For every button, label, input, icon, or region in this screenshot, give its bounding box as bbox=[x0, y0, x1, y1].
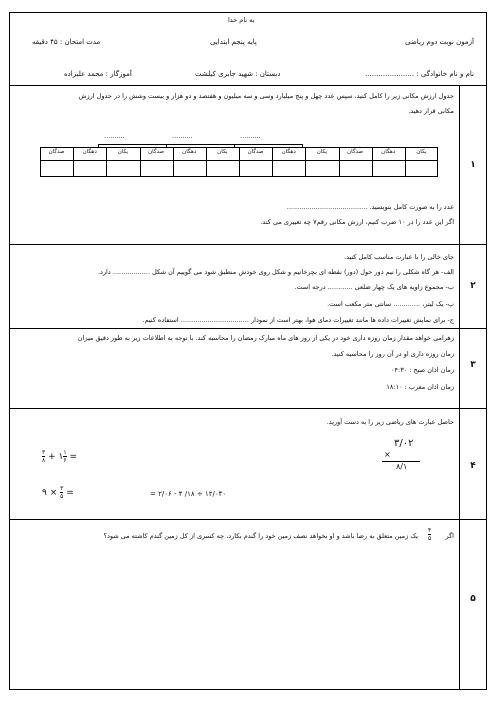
fraction-mul: $\frac{۳}{۵}$ bbox=[60, 485, 64, 500]
vertical-mul-top: ۳/۰۲ bbox=[394, 438, 414, 449]
q1-instruction-cont: مکانی قرار دهید. bbox=[408, 107, 454, 115]
school-name: دبستان : شهید جابری کیلشت bbox=[195, 70, 281, 78]
place-value-divider bbox=[272, 147, 273, 177]
place-value-header: یکان bbox=[217, 149, 228, 155]
place-value-divider bbox=[305, 147, 306, 177]
place-value-divider bbox=[140, 147, 141, 177]
q3-fajr-time: زمان اذان صبح : ۰۴:۳۰ bbox=[391, 366, 454, 374]
place-value-cell[interactable] bbox=[239, 159, 272, 177]
header-divider bbox=[9, 85, 487, 86]
place-value-cell[interactable] bbox=[405, 159, 438, 177]
grade-label: پایه پنجم ابتدایی bbox=[210, 38, 257, 46]
place-value-cell[interactable] bbox=[173, 159, 206, 177]
row-divider-1 bbox=[9, 244, 487, 245]
class-blank[interactable]: .......... bbox=[172, 132, 193, 140]
fraction-right: $\frac{۱}{۶}$ bbox=[63, 449, 67, 464]
teacher-name: آموزگار : محمد علیزاده bbox=[64, 70, 132, 78]
place-value-divider bbox=[372, 147, 373, 177]
q2-item-a: الف- هر گاه شکلی را نیم دور حول (دور) نقطه ای بچرخانیم و شکل روی خودش منطبق شود می گوییم آن شکل .................. دارد. bbox=[97, 268, 454, 276]
place-value-header: دهگان bbox=[82, 149, 97, 155]
place-value-cell[interactable] bbox=[73, 159, 106, 177]
place-value-header: صدگان bbox=[148, 149, 165, 155]
bismillah: به نام خدا bbox=[228, 16, 255, 24]
place-value-header: دهگان bbox=[281, 149, 296, 155]
class-blank[interactable]: .......... bbox=[104, 132, 125, 140]
q3-text-line2: زمان روزه داری او در آن روز را محاسبه کنید. bbox=[331, 350, 454, 358]
place-value-header: یکان bbox=[316, 149, 328, 155]
q3-maghrib-time: زمان اذان مغرب : ۱۸:۱۰ bbox=[386, 383, 454, 391]
exam-title: آزمون نوبت دوم ریاضی bbox=[405, 38, 474, 46]
place-value-cell[interactable] bbox=[206, 159, 239, 177]
duration-label: مدت امتحان : ۴۵ دقیقه bbox=[32, 38, 101, 46]
place-value-cell[interactable] bbox=[339, 159, 372, 177]
class-blank[interactable]: .......... bbox=[240, 132, 261, 140]
place-value-cell[interactable] bbox=[305, 159, 338, 177]
place-value-header: دهگان bbox=[381, 149, 396, 155]
place-value-header: صدگان bbox=[347, 149, 364, 155]
place-value-divider bbox=[106, 147, 107, 177]
vertical-mul-bottom: ۸/۱ bbox=[396, 462, 408, 471]
row-divider-2 bbox=[9, 328, 487, 329]
class-group-top bbox=[234, 144, 302, 145]
place-value-header: دهگان bbox=[182, 149, 197, 155]
q1-write-full-number: عدد را به صورت کامل بنویسید. ....................................... bbox=[286, 203, 454, 211]
number-column-divider bbox=[459, 85, 460, 690]
place-value-divider bbox=[206, 147, 207, 177]
place-value-divider bbox=[339, 147, 340, 177]
place-value-divider bbox=[73, 147, 74, 177]
fraction-multiplication: ۹ × $\frac{۳}{۵}$ = bbox=[42, 485, 74, 500]
q1-instruction: جدول ارزش مکانی زیر را کامل کنید، سپس عدد چهل و پنج میلیارد وسی و سه میلیون و هفتصد و دو هزار و بیست وشش را در جدول ارزش bbox=[78, 92, 454, 100]
place-value-cell[interactable] bbox=[106, 159, 139, 177]
place-value-header: صدگان bbox=[247, 149, 264, 155]
decimal-expression: ۱۲/۰۴۰ ÷ ۱۸/ ۴ - ۲/۰۶ = bbox=[150, 490, 227, 498]
fraction-left: $\frac{۳}{۸}$ bbox=[42, 449, 46, 464]
class-group-top bbox=[166, 144, 234, 145]
question-number-1: ۱ bbox=[470, 160, 476, 170]
q5-if-label: اگر bbox=[445, 532, 454, 540]
place-value-cell[interactable] bbox=[372, 159, 405, 177]
place-value-cell[interactable] bbox=[272, 159, 305, 177]
fraction-addition: $\frac{۳}{۸}$ + ۱ $\frac{۱}{۶}$ = bbox=[42, 449, 78, 464]
place-value-cell[interactable] bbox=[40, 159, 73, 177]
q5-text: یک زمین متعلق به رضا باشد و او بخواهد نصف زمین خود را گندم بکارد، چه کسری از کل زمین گندم کاشته می شود؟ bbox=[103, 532, 418, 540]
q2-item-b: ب- مجموع زاویه های یک چهار ضلعی ............ درجه است. bbox=[294, 283, 454, 291]
row-divider-3 bbox=[9, 408, 487, 409]
place-value-divider bbox=[239, 147, 240, 177]
q2-item-c: پ- یک لیتر، ............. سانتی متر مکعب است. bbox=[327, 300, 454, 308]
row-divider-4 bbox=[9, 519, 487, 520]
vertical-mul-sign: × bbox=[384, 450, 391, 459]
q4-title: حاصل عبارت های ریاضی زیر را به دست آورید. bbox=[326, 418, 454, 426]
place-value-divider bbox=[405, 147, 406, 177]
q2-title: جای خالی را با عبارت مناسب کامل کنید. bbox=[344, 253, 454, 261]
question-number-2: ۲ bbox=[470, 281, 476, 291]
place-value-divider bbox=[173, 147, 174, 177]
place-value-header: یکان bbox=[117, 149, 129, 155]
q2-item-d: ج- برای نمایش تغییرات داده ها مانند تغییرات دمای هوا، بهتر است از نمودار ................................. استفاده کنیم. bbox=[142, 316, 454, 324]
class-group-top bbox=[98, 144, 166, 145]
student-name-field[interactable]: نام و نام خانوادگی : ...................... bbox=[365, 70, 474, 78]
question-number-5: ۵ bbox=[470, 594, 476, 604]
q1-multiply-by-ten: اگر این عدد را در ۱۰ ضرب کنیم، ارزش مکانی رقم۷ چه تغییری می کند. bbox=[260, 218, 454, 226]
place-value-cell[interactable] bbox=[140, 159, 173, 177]
q3-text-line1: زهرامی خواهد مقدار زمان روزه داری خود در یکی از روز های ماه مبارک رمضان را محاسبه کند. با توجه به اطلاعات زیر به طور دقیق میزان bbox=[77, 334, 454, 342]
question-number-3: ۳ bbox=[470, 360, 476, 370]
question-number-4: ۴ bbox=[470, 461, 476, 471]
place-value-header: یکان bbox=[416, 149, 427, 155]
q5-fraction: $\frac{۴}{۵}$ bbox=[428, 527, 432, 542]
place-value-header: صدگان bbox=[48, 149, 65, 155]
